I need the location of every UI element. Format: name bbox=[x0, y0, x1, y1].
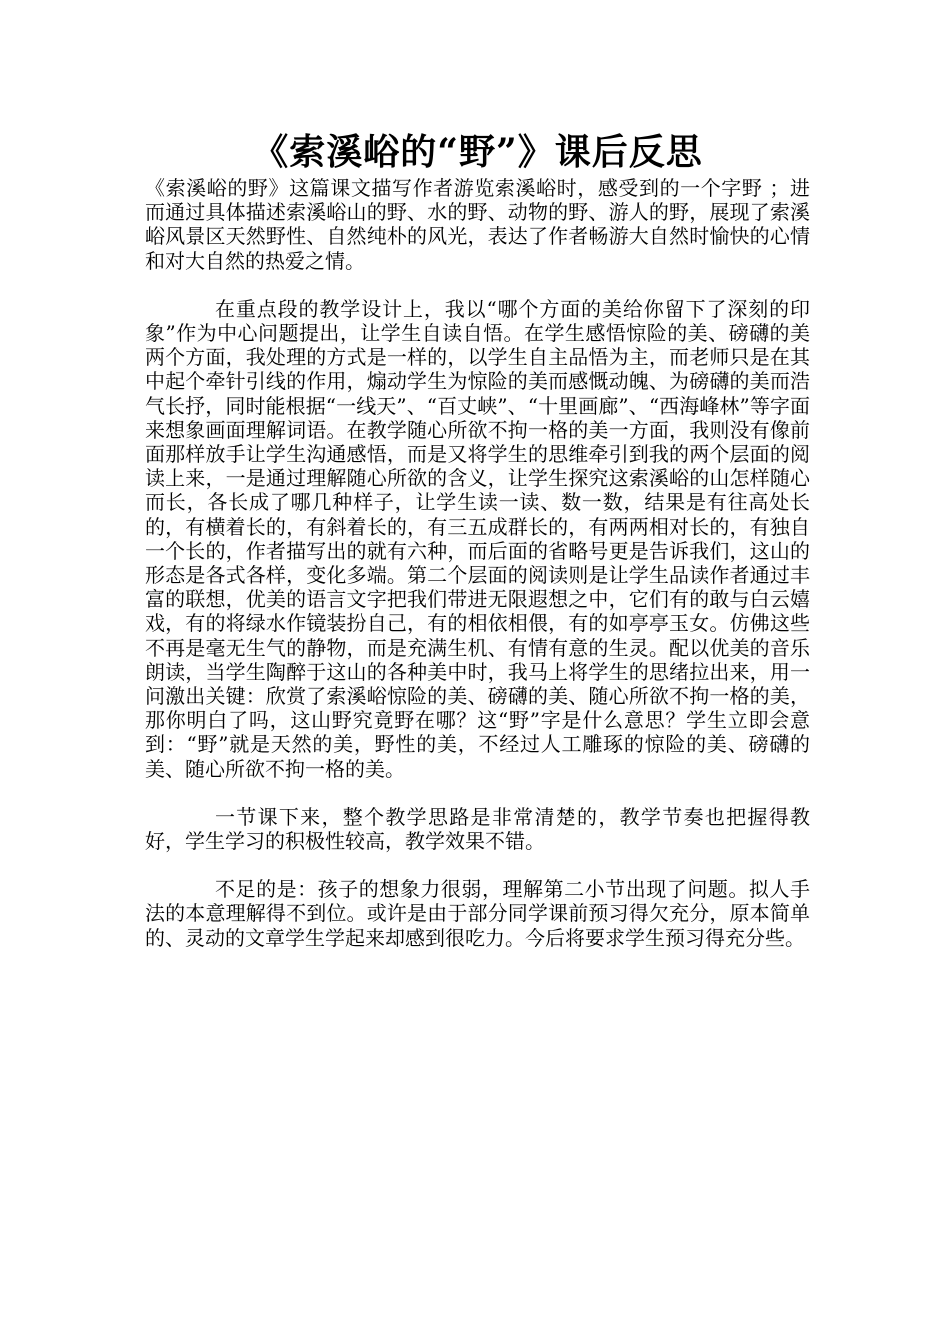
paragraph-spacer bbox=[145, 781, 810, 805]
document-title: 《索溪峪的“野”》课后反思 bbox=[252, 131, 703, 173]
paragraph-intro: 《索溪峪的野》这篇课文描写作者游览索溪峪时，感受到的一个字野 ；进而通过具体描述索溪峪山的野、水的野、动物的野、游人的野，展现了索溪峪风景区天然野性、自然纯朴的风光，表达了作者畅游大自然时愉快的心情和对大自然的热爱之情。 bbox=[145, 176, 810, 273]
document-page bbox=[145, 128, 810, 950]
paragraph-summary: 一节课下来，整个教学思路是非常清楚的，教学节奏也把握得教好，学生学习的积极性较高，教学效果不错。 bbox=[145, 804, 810, 854]
paragraph-teaching-design: 在重点段的教学设计上，我以“哪个方面的美给你留下了深刻的印象”作为中心问题提出，让学生自读自悟。在学生感悟惊险的美、磅礴的美两个方面，我处理的方式是一样的，以学生自主品悟为主，而老师只是在其中起个牵针引线的作用，煽动学生为惊险的美而感慨动魄、为磅礴的美而浩气长抒，同时能根据“一线天”、“百丈峡”、“十里画廊”、“西海峰林”等字面来想象画面理解词语。在教学随心所欲不拘一格的美一方面，我则没有像前面那样放手让学生沟通感悟，而是又将学生的思维牵引到我的两个层面的阅读上来，一是通过理解随心所欲的含义，让学生探究这索溪峪的山怎样随心而长，各长成了哪几种样子，让学生读一读、数一数，结果是有往高处长的，有横着长的，有斜着长的，有三五成群长的，有两两相对长的，有独自一个长的，作者描写出的就有六种，而后面的省略号更是告诉我们，这山的形态是各式各样，变化多端。第二个层面的阅读则是让学生品读作者通过丰富的联想，优美的语言文字把我们带进无限遐想之中，它们有的敢与白云嬉戏，有的将绿水作镜装扮自己，有的相依相偎，有的如亭亭玉女。仿佛这些不再是毫无生气的静物，而是充满生机、有情有意的生灵。配以优美的音乐朗读，当学生陶醉于这山的各种美中时，我马上将学生的思绪拉出来，用一问激出关键：欣赏了索溪峪惊险的美、磅礴的美、随心所欲不拘一格的美，那你明白了吗，这山野究竟野在哪？这“野”字是什么意思？学生立即会意到：“野”就是天然的美，野性的美，不经过人工雕琢的惊险的美、磅礴的美、随心所欲不拘一格的美。 bbox=[145, 296, 810, 781]
paragraph-shortcomings: 不足的是：孩子的想象力很弱，理解第二小节出现了问题。拟人手法的本意理解得不到位。或许是由于部分同学课前预习得欠充分，原本简单的、灵动的文章学生学起来却感到很吃力。今后将要求学生预习得充分些。 bbox=[145, 877, 810, 950]
paragraph-spacer bbox=[145, 273, 810, 297]
paragraph-spacer bbox=[145, 853, 810, 877]
